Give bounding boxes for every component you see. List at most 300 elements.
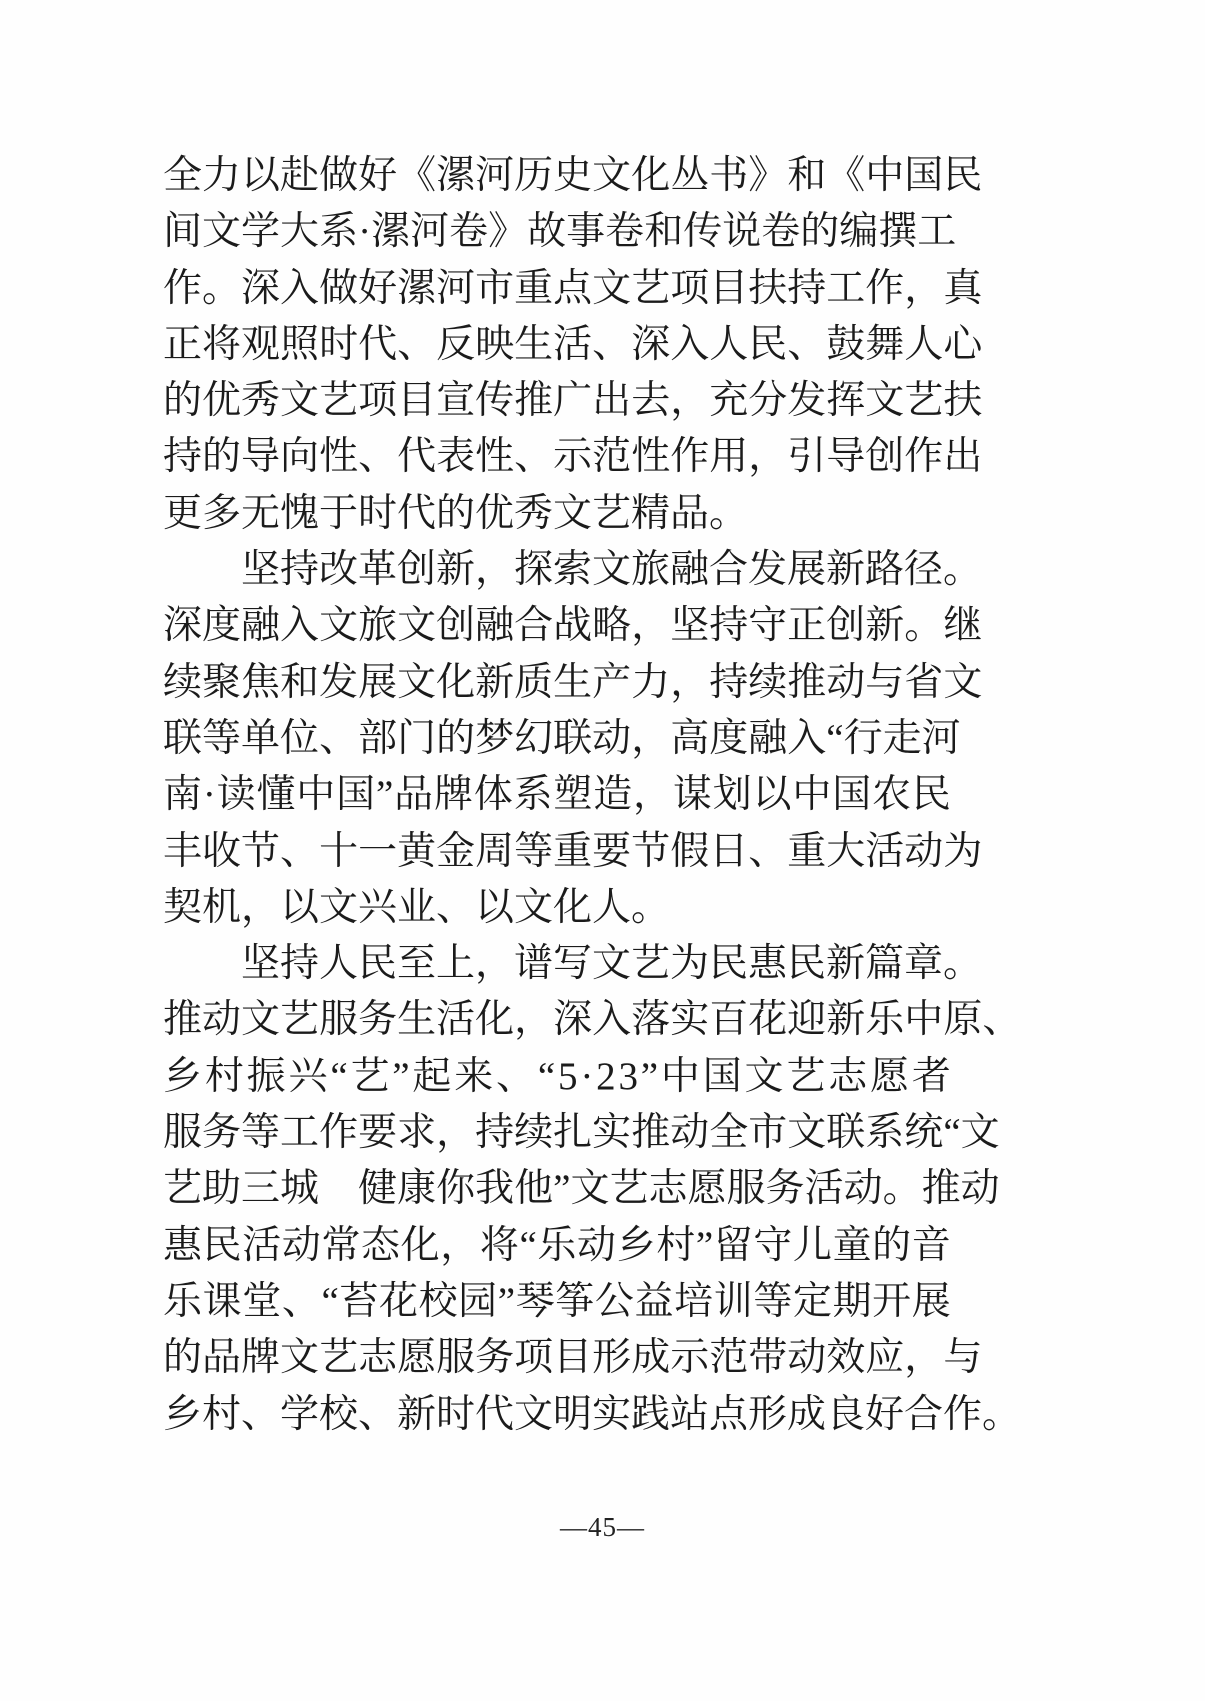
glyph: ， — [440, 1223, 480, 1267]
glyph: 与 — [865, 660, 905, 704]
glyph: 优 — [202, 379, 242, 423]
glyph: 持 — [709, 660, 749, 704]
glyph: 创 — [826, 604, 866, 648]
glyph: 艺 — [350, 1054, 390, 1098]
glyph: 省 — [904, 660, 944, 704]
glyph: 间 — [163, 210, 203, 254]
glyph: 动 — [202, 998, 242, 1042]
glyph: ” — [553, 1167, 571, 1211]
glyph: 实 — [592, 1111, 632, 1155]
glyph: 性 — [319, 435, 359, 479]
glyph: 深 — [163, 604, 203, 648]
glyph: “ — [519, 1223, 537, 1267]
glyph: 系 — [865, 1111, 905, 1155]
glyph: 以 — [752, 773, 792, 817]
glyph: 乡 — [616, 1223, 656, 1267]
glyph: 南 — [163, 773, 203, 817]
glyph: 他 — [514, 1167, 554, 1211]
glyph: 联 — [163, 716, 203, 760]
glyph: 愿 — [687, 1167, 727, 1211]
glyph: 中 — [792, 773, 832, 817]
glyph: 乡 — [163, 1054, 203, 1098]
glyph: 迎 — [787, 998, 827, 1042]
glyph: 和 — [787, 154, 827, 197]
glyph: 节 — [631, 829, 671, 873]
glyph: 文 — [943, 660, 983, 704]
glyph: 态 — [361, 1223, 401, 1267]
glyph: 示 — [553, 435, 593, 479]
glyph: 入 — [592, 998, 632, 1042]
glyph: 3 — [618, 1054, 638, 1098]
glyph: 观 — [241, 322, 281, 366]
text-line — [163, 148, 983, 204]
glyph: 漯 — [436, 154, 476, 197]
glyph: ” — [392, 1054, 410, 1098]
text-line — [163, 1105, 1000, 1161]
glyph: 产 — [592, 660, 632, 704]
glyph: 期 — [832, 1279, 872, 1323]
glyph: 推 — [163, 998, 203, 1042]
glyph: 牌 — [433, 773, 473, 817]
glyph: 质 — [514, 660, 554, 704]
text-line — [163, 317, 983, 373]
glyph: 位 — [280, 716, 320, 760]
glyph: 定 — [792, 1279, 832, 1323]
glyph: 市 — [748, 1111, 788, 1155]
glyph: “ — [826, 716, 844, 760]
text-line — [163, 936, 983, 992]
glyph: 入 — [280, 266, 320, 310]
glyph: 动 — [960, 1167, 1000, 1211]
glyph: 单 — [241, 716, 281, 760]
glyph: 编 — [839, 210, 879, 254]
glyph: 志 — [828, 1054, 868, 1098]
glyph: ， — [514, 998, 554, 1042]
text-line — [163, 1330, 983, 1386]
glyph: 品 — [394, 773, 434, 817]
glyph: 志 — [358, 1336, 398, 1380]
glyph: 要 — [592, 829, 632, 873]
glyph: 5 — [558, 1054, 578, 1098]
glyph: ” — [375, 773, 394, 817]
glyph: 出 — [943, 435, 983, 479]
glyph: 重 — [514, 266, 554, 310]
text-line — [163, 542, 983, 598]
glyph: 童 — [832, 1223, 872, 1267]
glyph: 的 — [163, 379, 203, 423]
glyph: 城 — [280, 1167, 320, 1211]
glyph: 卷 — [449, 210, 489, 254]
glyph: 园 — [458, 1279, 498, 1323]
glyph: 表 — [436, 435, 476, 479]
glyph: 村 — [656, 1223, 696, 1267]
glyph: 将 — [202, 322, 242, 366]
glyph: 重 — [787, 829, 827, 873]
glyph: 谋 — [672, 773, 712, 817]
glyph: 好 — [358, 154, 398, 197]
glyph: 导 — [826, 435, 866, 479]
glyph: 百 — [709, 998, 749, 1042]
glyph: 、 — [280, 829, 320, 873]
glyph: 课 — [202, 1279, 242, 1323]
glyph: 范 — [709, 1336, 749, 1380]
text-line-content: 坚持人民至上，谱写文艺为民惠民新篇章。 — [241, 942, 983, 986]
glyph: 目 — [397, 379, 437, 423]
glyph: 反 — [436, 322, 476, 366]
glyph: 大 — [280, 210, 320, 254]
glyph: 、 — [514, 435, 554, 479]
glyph: 深 — [631, 322, 671, 366]
glyph: 工 — [917, 210, 957, 254]
glyph: 动 — [843, 1167, 883, 1211]
glyph: 项 — [514, 1336, 554, 1380]
paragraph-1 — [163, 148, 983, 542]
glyph: 黄 — [397, 829, 437, 873]
glyph: 展 — [911, 1279, 951, 1323]
glyph: 民 — [748, 322, 788, 366]
glyph: 书 — [709, 154, 749, 197]
glyph: “ — [330, 1054, 348, 1098]
glyph: ， — [631, 604, 671, 648]
glyph: 梦 — [475, 716, 515, 760]
glyph: 坚 — [670, 604, 710, 648]
glyph: 度 — [709, 716, 749, 760]
glyph: 训 — [713, 1279, 753, 1323]
glyph: 动 — [577, 1223, 617, 1267]
glyph: “ — [321, 1279, 339, 1323]
glyph: ” — [695, 1223, 714, 1267]
glyph: 琴 — [515, 1279, 555, 1323]
glyph: 深 — [241, 266, 281, 310]
glyph: 开 — [872, 1279, 912, 1323]
glyph: 项 — [670, 266, 710, 310]
glyph: 聚 — [202, 660, 242, 704]
glyph: 的 — [202, 435, 242, 479]
glyph: 合 — [514, 604, 554, 648]
glyph: ， — [670, 660, 710, 704]
glyph: 充 — [709, 379, 749, 423]
glyph: 用 — [709, 435, 749, 479]
glyph: 体 — [473, 773, 513, 817]
glyph: 学 — [241, 210, 281, 254]
glyph: 动 — [670, 1111, 710, 1155]
glyph: 漯 — [397, 266, 437, 310]
glyph: 故 — [527, 210, 567, 254]
glyph: 读 — [216, 773, 256, 817]
glyph: 动 — [904, 829, 944, 873]
glyph: 公 — [594, 1279, 634, 1323]
glyph: 幻 — [514, 716, 554, 760]
glyph: ， — [748, 435, 788, 479]
glyph: 卷 — [761, 210, 801, 254]
glyph: 作 — [670, 435, 710, 479]
glyph: 发 — [787, 379, 827, 423]
glyph: 假 — [670, 829, 710, 873]
glyph: 周 — [475, 829, 515, 873]
glyph: 的 — [800, 210, 840, 254]
glyph: 目 — [709, 266, 749, 310]
glyph: 推 — [921, 1167, 961, 1211]
glyph: 来 — [454, 1054, 494, 1098]
glyph: 深 — [553, 998, 593, 1042]
glyph: 》 — [488, 210, 528, 254]
glyph: 艺 — [904, 379, 944, 423]
glyph: ” — [497, 1279, 516, 1323]
glyph: 持 — [787, 266, 827, 310]
glyph: 融 — [475, 604, 515, 648]
glyph: 做 — [319, 154, 359, 197]
glyph: 的 — [163, 1336, 203, 1380]
glyph: 人 — [904, 322, 944, 366]
glyph: 文 — [744, 1054, 784, 1098]
glyph: 旅 — [358, 604, 398, 648]
glyph: 度 — [202, 604, 242, 648]
glyph: 文 — [397, 604, 437, 648]
glyph: 培 — [674, 1279, 714, 1323]
text-line — [163, 824, 983, 880]
glyph: 化 — [436, 660, 476, 704]
glyph: 示 — [670, 1336, 710, 1380]
text-line — [163, 992, 1022, 1048]
glyph: ， — [436, 1111, 476, 1155]
page-body-text — [163, 148, 1022, 1443]
glyph: 文 — [397, 660, 437, 704]
glyph: 形 — [592, 1336, 632, 1380]
glyph: 统 — [904, 1111, 944, 1155]
glyph: 化 — [400, 1223, 440, 1267]
glyph: 节 — [241, 829, 281, 873]
glyph: 扎 — [553, 1111, 593, 1155]
glyph: 你 — [436, 1167, 476, 1211]
text-line — [163, 711, 961, 767]
glyph: 《 — [826, 154, 866, 197]
glyph: 艺 — [319, 379, 359, 423]
glyph: 和 — [280, 660, 320, 704]
glyph: 撰 — [878, 210, 918, 254]
glyph: 全 — [709, 1111, 749, 1155]
glyph: 秀 — [241, 379, 281, 423]
glyph: 化 — [475, 998, 515, 1042]
glyph: 中 — [865, 154, 905, 197]
glyph: 部 — [358, 716, 398, 760]
glyph: 服 — [436, 1336, 476, 1380]
glyph: 心 — [943, 322, 983, 366]
glyph: 广 — [553, 379, 593, 423]
glyph: 活 — [436, 998, 476, 1042]
glyph: 为 — [943, 829, 983, 873]
glyph: 融 — [241, 604, 281, 648]
glyph: 映 — [475, 322, 515, 366]
glyph: 工 — [826, 266, 866, 310]
text-line — [163, 655, 983, 711]
glyph: 一 — [358, 829, 398, 873]
glyph: 儿 — [792, 1223, 832, 1267]
glyph: 持 — [709, 604, 749, 648]
glyph: 务 — [765, 1167, 805, 1211]
glyph: 入 — [787, 716, 827, 760]
text-line: 更多无愧于时代的优秀文艺精品。 — [163, 491, 749, 535]
glyph: 落 — [631, 998, 671, 1042]
glyph: 文 — [592, 266, 632, 310]
glyph: 民 — [202, 1223, 242, 1267]
text-line-content: 坚持改革创新，探索文旅融合发展新路径。 — [241, 548, 983, 592]
glyph: 舞 — [865, 322, 905, 366]
glyph: 、 — [281, 1279, 321, 1323]
glyph: 入 — [280, 604, 320, 648]
glyph: 活 — [242, 1223, 282, 1267]
glyph: 点 — [553, 266, 593, 310]
glyph: 、 — [982, 998, 1022, 1042]
glyph: 继 — [943, 604, 983, 648]
glyph: 动 — [787, 1336, 827, 1380]
glyph: 文 — [787, 1111, 827, 1155]
glyph: 日 — [709, 829, 749, 873]
glyph: 品 — [202, 1336, 242, 1380]
text-line — [163, 767, 951, 823]
text-line — [163, 261, 983, 317]
glyph: 等 — [202, 716, 242, 760]
glyph: 服 — [726, 1167, 766, 1211]
glyph: ， — [904, 1336, 944, 1380]
glyph: 续 — [514, 1111, 554, 1155]
glyph: 推 — [631, 1111, 671, 1155]
glyph: 推 — [787, 660, 827, 704]
glyph: 力 — [202, 154, 242, 197]
glyph: 的 — [872, 1223, 912, 1267]
glyph: 校 — [418, 1279, 458, 1323]
glyph: 照 — [280, 322, 320, 366]
text-line — [163, 1274, 951, 1330]
glyph: 生 — [397, 998, 437, 1042]
glyph: 、 — [787, 322, 827, 366]
glyph: 文 — [241, 998, 281, 1042]
glyph: 市 — [475, 266, 515, 310]
glyph: ” — [640, 1054, 659, 1098]
glyph: 真 — [943, 266, 983, 310]
glyph: 花 — [378, 1279, 418, 1323]
glyph: 文 — [202, 210, 242, 254]
glyph: 志 — [648, 1167, 688, 1211]
glyph: 历 — [514, 154, 554, 197]
text-line — [163, 1049, 951, 1105]
glyph: 、 — [358, 435, 398, 479]
glyph: 新 — [826, 998, 866, 1042]
glyph: 范 — [592, 435, 632, 479]
glyph: 生 — [514, 322, 554, 366]
glyph: 宣 — [436, 379, 476, 423]
glyph: 系 — [319, 210, 359, 254]
glyph — [319, 1161, 358, 1217]
glyph: 要 — [358, 1111, 398, 1155]
glyph: 懂 — [256, 773, 296, 817]
glyph: 筝 — [555, 1279, 595, 1323]
glyph: 作 — [163, 266, 203, 310]
glyph: 代 — [358, 322, 398, 366]
glyph: 守 — [748, 604, 788, 648]
glyph: 河 — [436, 266, 476, 310]
glyph: 赴 — [280, 154, 320, 197]
glyph: 创 — [865, 435, 905, 479]
glyph: 、 — [496, 1054, 536, 1098]
glyph: 愿 — [397, 1336, 437, 1380]
glyph: 新 — [865, 604, 905, 648]
glyph: 者 — [911, 1054, 951, 1098]
glyph: 传 — [683, 210, 723, 254]
glyph: 惠 — [163, 1223, 203, 1267]
glyph: 务 — [202, 1111, 242, 1155]
glyph: 以 — [241, 154, 281, 197]
glyph: 2 — [596, 1054, 616, 1098]
glyph: 人 — [709, 322, 749, 366]
glyph: 民 — [943, 154, 983, 197]
glyph: 创 — [436, 604, 476, 648]
glyph: 续 — [748, 660, 788, 704]
glyph: 益 — [634, 1279, 674, 1323]
glyph: · — [580, 1054, 594, 1098]
glyph: 将 — [479, 1223, 519, 1267]
glyph: 、 — [397, 322, 437, 366]
glyph: 扶 — [748, 266, 788, 310]
glyph: 农 — [872, 773, 912, 817]
glyph: 金 — [436, 829, 476, 873]
glyph: 目 — [553, 1336, 593, 1380]
glyph: 牌 — [241, 1336, 281, 1380]
glyph: 动 — [826, 660, 866, 704]
glyph: 项 — [358, 379, 398, 423]
glyph: 大 — [826, 829, 866, 873]
glyph: 展 — [358, 660, 398, 704]
glyph: 愿 — [870, 1054, 910, 1098]
glyph: 挥 — [826, 379, 866, 423]
glyph: 堂 — [242, 1279, 282, 1323]
glyph: 高 — [670, 716, 710, 760]
glyph: 留 — [713, 1223, 753, 1267]
glyph: 全 — [163, 154, 203, 197]
glyph: 中 — [296, 773, 336, 817]
glyph: 发 — [319, 660, 359, 704]
glyph: 去 — [631, 379, 671, 423]
text-line — [163, 598, 983, 654]
glyph: 等 — [241, 1111, 281, 1155]
glyph: 化 — [631, 154, 671, 197]
glyph: 等 — [514, 829, 554, 873]
text-line — [163, 204, 957, 260]
text-line: 乡村、学校、新时代文明实践站点形成良好合作。 — [163, 1392, 1022, 1436]
glyph: 联 — [553, 716, 593, 760]
glyph: 常 — [321, 1223, 361, 1267]
glyph: 服 — [319, 998, 359, 1042]
glyph: 门 — [397, 716, 437, 760]
glyph: 实 — [670, 998, 710, 1042]
glyph: 入 — [670, 322, 710, 366]
glyph: 动 — [281, 1223, 321, 1267]
glyph: 服 — [163, 1111, 203, 1155]
glyph: 新 — [475, 660, 515, 704]
glyph: 动 — [592, 716, 632, 760]
glyph: 艺 — [786, 1054, 826, 1098]
glyph: 、 — [319, 716, 359, 760]
glyph: 务 — [475, 1336, 515, 1380]
glyph: 活 — [553, 322, 593, 366]
glyph: 原 — [943, 998, 983, 1042]
glyph: 。 — [882, 1167, 922, 1211]
text-line — [163, 373, 983, 429]
glyph: ， — [633, 773, 673, 817]
glyph: 活 — [804, 1167, 844, 1211]
glyph: 等 — [753, 1279, 793, 1323]
glyph: 丰 — [163, 829, 203, 873]
glyph: 带 — [748, 1336, 788, 1380]
